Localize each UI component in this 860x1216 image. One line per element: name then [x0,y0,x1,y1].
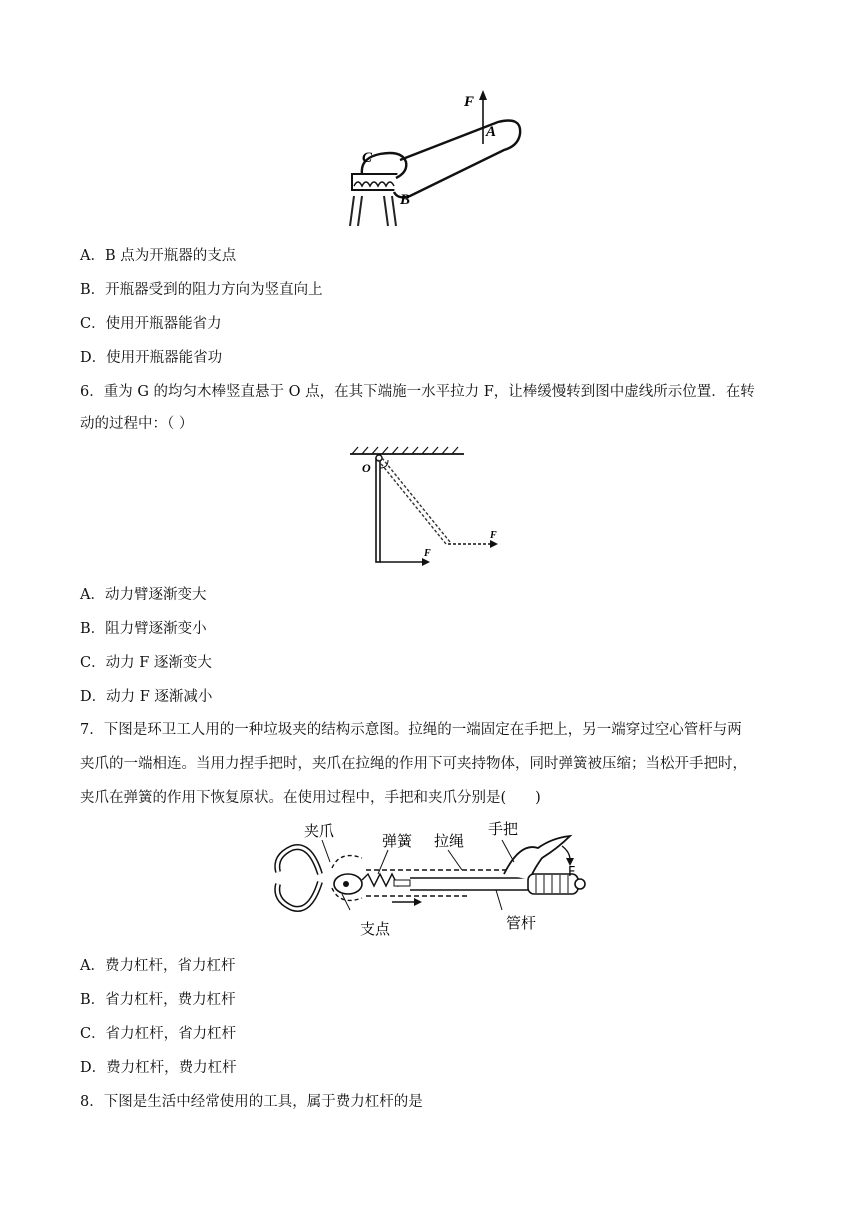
q7-stem-line1: 7．下图是环卫工人用的一种垃圾夹的结构示意图。拉绳的一端固定在手把上，另一端穿过空心管杆与两 [80,722,742,738]
q5-option-a: A．B 点为开瓶器的支点 [80,248,237,264]
label-f-bottom: F [424,548,431,559]
label-o: O [362,461,371,475]
q7-stem-line3: 夹爪在弹簧的作用下恢复原状。在使用过程中，手把和夹爪分别是( ) [80,790,541,806]
q5-option-c: C．使用开瓶器能省力 [80,316,222,332]
q8-stem-line1: 8．下图是生活中经常使用的工具，属于费力杠杆的是 [80,1094,423,1110]
q6-option-c: C．动力 F 逐渐变大 [80,655,212,671]
q7-option-d: D．费力杠杆，费力杠杆 [80,1060,237,1076]
label-claw: 夹爪 [304,822,335,840]
vertical-rod [376,458,380,562]
q6-option-d: D．动力 F 逐渐减小 [80,689,213,705]
label-handle: 手把 [488,820,519,838]
q5-option-d: D．使用开瓶器能省功 [80,350,223,366]
label-rope: 拉绳 [434,832,465,850]
bottle-neck [350,196,396,226]
label-f: F [464,94,475,110]
hanging-rod-figure [346,446,506,570]
q5-option-b: B．开瓶器受到的阻力方向为竖直向上 [80,282,323,298]
label-tube: 管杆 [506,914,537,932]
label-b: B [400,192,411,208]
label-f: F [568,865,576,880]
q7-option-a: A．费力杠杆，省力杠杆 [80,958,236,974]
rotated-rod-dashed [382,458,450,542]
q7-option-b: B．省力杠杆，费力杠杆 [80,992,236,1008]
q6-option-b: B．阻力臂逐渐变小 [80,621,207,637]
label-a: A [486,124,497,140]
q7-stem-line2: 夹爪的一端相连。当用力捏手把时，夹爪在拉绳的作用下可夹持物体，同时弹簧被压缩；当松开手把时， [80,756,747,772]
label-f-right: F [490,530,497,541]
opener-body [394,121,520,198]
q6-stem-line1: 6．重为 G 的均匀木棒竖直悬于 O 点，在其下端施一水平拉力 F，让棒缓慢转到图中虚线所示位置．在转 [80,384,755,400]
label-c: C [362,150,373,166]
label-spring: 弹簧 [382,832,413,850]
pivot-o [376,455,382,461]
q7-option-c: C．省力杠杆，省力杠杆 [80,1026,237,1042]
q6-option-a: A．动力臂逐渐变大 [80,587,207,603]
q6-stem-line2: 动的过程中：（ ） [80,416,194,432]
label-fulcrum: 支点 [360,920,391,938]
litter-picker-figure [270,818,590,940]
bottle-opener-figure [340,88,530,230]
